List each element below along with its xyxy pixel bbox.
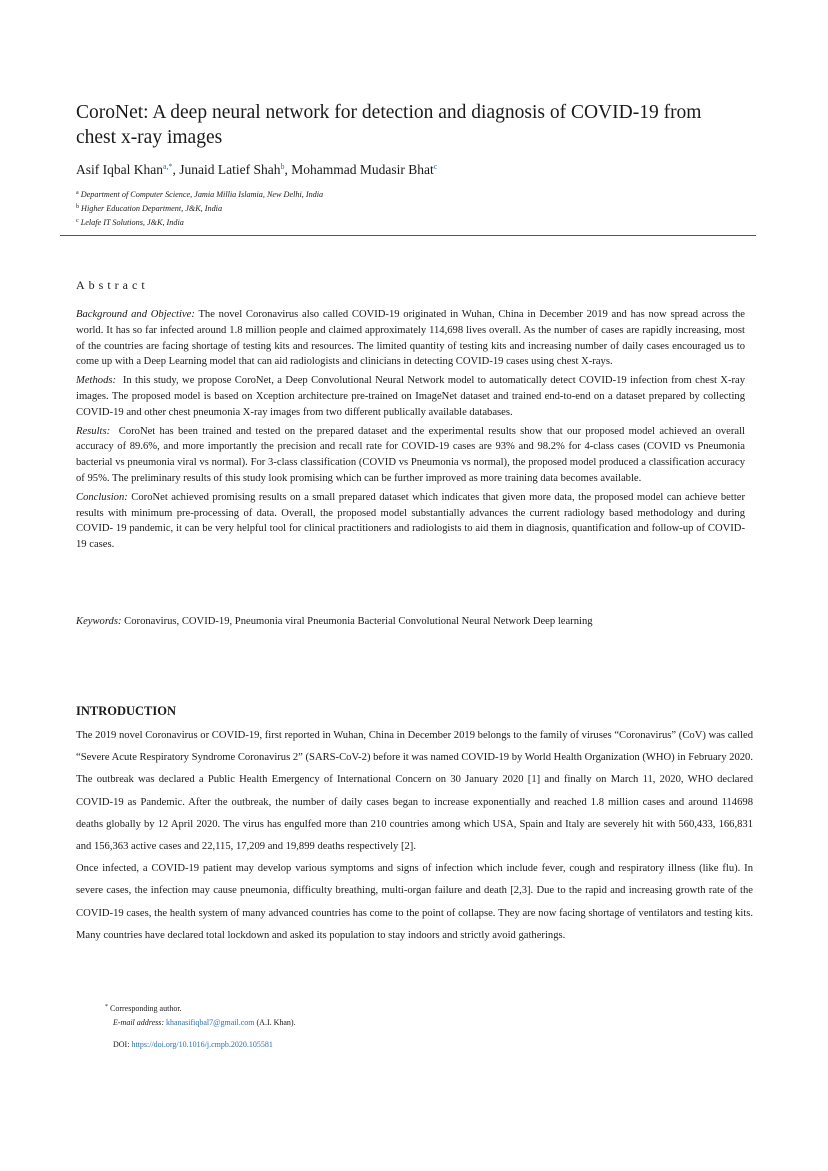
introduction-body [76,725,753,947]
keywords: Keywords: Coronavirus, COVID-19, Pneumonia viral Pneumonia Bacterial Convolutional Neural Network Deep learning [76,616,593,627]
paper-title: CoroNet: A deep neural network for detection and diagnosis of COVID-19 from chest x-ray images [76,102,702,148]
abstract-body [76,307,745,556]
author-list: Asif Iqbal Khan$^{a,*}$, Junaid Latief Shah$^b$, Mohammad Mudasir Bhat$^c$ [76,162,438,177]
author-name: Asif Iqbal Khan [76,162,163,177]
corresponding-author-footnote: * Corresponding author. E-mail address: khanasifiqbal7@gmail.com (A.I. Khan). [105,1004,296,1027]
author-affiliation-mark[interactable]: a,* [162,162,173,171]
abstract-heading: Abstract [76,278,149,292]
introduction-paragraph: The 2019 novel Coronavirus or COVID-19, first reported in Wuhan, China in December 2019 belongs to the family of viruses “Coronavirus” (CoV) was called “Severe Acute Respiratory Syndrome Coronavirus 2” (SARS-CoV-2) before it was named COVID-19 by World Health Organization (WHO) in February 2020. The outbreak was declared a Public Health Emergency of International Concern on 30 January 2020 [1] and finally on March 11, 2020, WHO declared COVID-19 as Pandemic. After the outbreak, the number of daily cases began to increase exponentially and reached 1.8 million cases and around 114698 deaths globally by 12 April 2020. The virus has engulfed more than 210 countries among which USA, Spain and Italy are severely hit with 560,433, 166,831 and 156,363 active cases and 22,115, 17,209 and 19,899 deaths respectively [2]. [76,730,753,853]
affiliation: $^a$ Department of Computer Science, Jamia Millia Islamia, New Delhi, India [76,190,324,199]
affiliation-list [76,187,323,229]
abstract-background: Background and Objective: The novel Coronavirus also called COVID-19 originated in Wuhan, China in December 2019 and has now spread across the world. It has so far infected around 1.8 million people and claimed approximately 114,698 lives overall. As the number of cases are rapidly increasing, most of the countries are facing shortage of testing kits and resources. The limited quantity of testing kits and increasing number of daily cases encouraged us to come up with a Deep Learning model that can aid radiologists and clinicians in detecting COVID-19 cases using chest X-rays. [76,309,745,368]
abstract-results: Results: CoroNet has been trained and tested on the prepared dataset and the experimental results show that our proposed model achieved an overall accuracy of 89.6%, and more importantly the precision and recall rate for COVID-19 cases are 93% and 98.2% for 4-class cases (COVID vs Pneumonia bacterial vs pneumonia viral vs normal). For 3-class classification (COVID vs Pneumonia vs normal), the proposed model produced a classification accuracy of 95%. The preliminary results of this study look promising which can be further improved as more training data becomes available. [76,425,746,484]
author-affiliation-mark[interactable]: b [280,162,285,171]
doi-link[interactable]: https://doi.org/10.1016/j.cmpb.2020.105581 [131,1040,273,1049]
introduction-heading: INTRODUCTION [76,704,177,718]
affiliation: $^c$ Lelafe IT Solutions, J&K, India [76,218,184,227]
abstract-conclusion: Conclusion: CoroNet achieved promising results on a small prepared dataset which indicates that given more data, the proposed model can achieve better results with minimum pre-processing of data. Overall, the proposed model substantially advances the current radiology based methodology and during COVID- 19 pandemic, it can be very helpful tool for clinical practitioners and radiologists to aid them in diagnosis, quantification and follow-up of COVID-19 cases. [76,491,745,551]
author-name: Junaid Latief Shah [179,162,281,177]
email-link[interactable]: khanasifiqbal7@gmail.com [166,1018,255,1027]
header-divider [60,235,756,236]
author-affiliation-mark[interactable]: c [433,162,438,171]
introduction-paragraph: Once infected, a COVID-19 patient may develop various symptoms and signs of infection which include fever, cough and respiratory illness (like flu). In severe cases, the infection may cause pneumonia, difficulty breathing, multi-organ failure and death [2,3]. Due to the rapid and increasing growth rate of the COVID-19 cases, the health system of many advanced countries has come to the point of collapse. They are now facing shortage of ventilators and testing kits. Many countries have declared total lockdown and asked its population to stay indoors and strictly avoid gatherings. [76,863,753,941]
abstract-methods: Methods: In this study, we propose CoroNet, a Deep Convolutional Neural Network model to automatically detect COVID-19 infection from chest X-ray images. The proposed model is based on Xception architecture pre-trained on ImageNet dataset and trained end-to-end on a dataset prepared by collecting COVID-19 and other chest pneumonia X-ray images from two different publically available databases. [76,375,745,418]
affiliation: $^b$ Higher Education Department, J&K, India [76,204,223,213]
author-name: Mohammad Mudasir Bhat [291,162,434,177]
doi-line: DOI: https://doi.org/10.1016/j.cmpb.2020.105581 [113,1040,273,1049]
